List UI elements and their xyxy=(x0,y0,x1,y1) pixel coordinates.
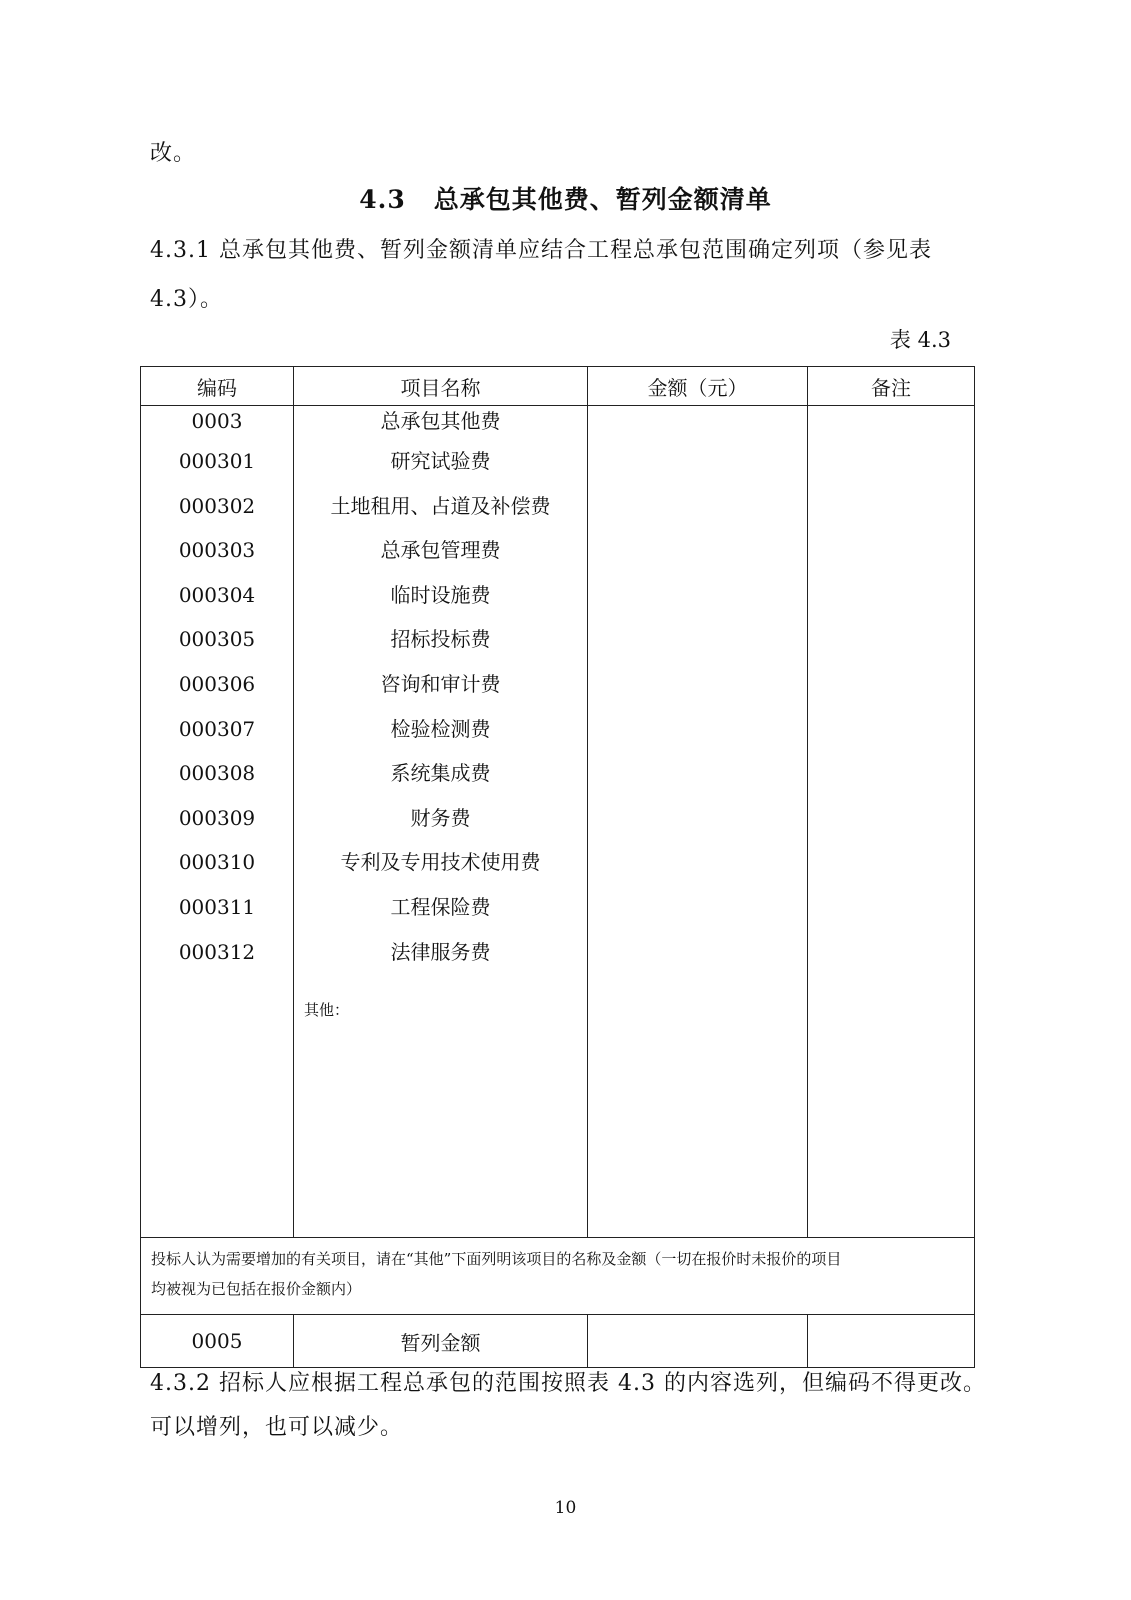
note-row xyxy=(141,1238,975,1315)
row-item-name: 研究试验费 xyxy=(390,449,491,473)
note-line-1: 投标人认为需要增加的有关项目，请在“其他”下面列明该项目的名称及金额（一切在报价时未报价的项目 xyxy=(151,1250,842,1268)
remarks-column-cell xyxy=(808,406,975,1238)
row-item-name: 临时设施费 xyxy=(390,582,491,607)
table-header-row xyxy=(141,367,975,406)
code-column-cell xyxy=(141,406,294,1238)
header-amount: 金额（元） xyxy=(588,367,808,406)
header-item-name: 项目名称 xyxy=(294,367,588,406)
row-item-name: 专利及专用技术使用费 xyxy=(340,850,541,875)
row-code: 000302 xyxy=(178,493,256,518)
row-item-name: 总承包管理费 xyxy=(380,538,501,563)
row-code: 0003 xyxy=(191,409,243,433)
page-number: 10 xyxy=(554,1498,577,1518)
clause-4-3-2-line-2: 可以增列，也可以减少。 xyxy=(150,1415,404,1440)
row-code: 000309 xyxy=(178,805,256,830)
provisional-sum-code: 0005 xyxy=(141,1315,294,1368)
item-name-column-cell xyxy=(294,406,588,1238)
row-code: 000303 xyxy=(178,538,256,563)
section-heading xyxy=(0,180,1131,216)
clause-4-3-1-line-2: 4.3）。 xyxy=(150,287,223,312)
row-code: 000307 xyxy=(178,716,256,741)
row-item-name: 工程保险费 xyxy=(390,894,491,919)
clause-4-3-1-line-1: 4.3.1 总承包其他费、暂列金额清单应结合工程总承包范围确定列项（参见表 xyxy=(150,238,932,263)
row-item-name: 法律服务费 xyxy=(390,939,491,964)
row-code: 000304 xyxy=(178,582,256,607)
note-line-2: 均被视为已包括在报价金额内） xyxy=(151,1280,362,1298)
row-code: 000308 xyxy=(178,761,256,786)
row-item-name: 系统集成费 xyxy=(390,761,491,786)
header-remarks: 备注 xyxy=(808,367,975,406)
table-caption: 表 4.3 xyxy=(889,328,951,352)
row-code: 000311 xyxy=(178,894,256,919)
provisional-sum-amount xyxy=(588,1315,808,1368)
previous-paragraph-tail: 改。 xyxy=(150,141,197,166)
row-code: 000301 xyxy=(178,449,256,473)
row-item-name: 财务费 xyxy=(410,805,471,830)
provisional-sum-name: 暂列金额 xyxy=(294,1315,588,1368)
row-item-name: 检验检测费 xyxy=(390,716,491,741)
clause-4-3-2-line-1: 4.3.2 招标人应根据工程总承包的范围按照表 4.3 的内容选列，但编码不得更改。 xyxy=(150,1371,986,1396)
row-item-name: 总承包其他费 xyxy=(380,409,501,433)
header-code: 编码 xyxy=(141,367,294,406)
section-title: 总承包其他费、暂列金额清单 xyxy=(433,185,772,214)
row-code: 000310 xyxy=(178,850,256,875)
row-item-name: 咨询和审计费 xyxy=(380,671,501,696)
row-item-name: 土地租用、占道及补偿费 xyxy=(330,493,551,518)
table-body-row xyxy=(141,406,975,1238)
provisional-sum-row xyxy=(141,1315,975,1368)
amount-column-cell xyxy=(588,406,808,1238)
provisional-sum-remarks xyxy=(808,1315,975,1368)
row-item-name: 招标投标费 xyxy=(390,627,491,652)
row-code: 000312 xyxy=(178,939,256,964)
row-code: 000306 xyxy=(178,671,256,696)
other-items-label: 其他： xyxy=(304,1001,350,1020)
section-number: 4.3 xyxy=(359,185,406,214)
note-cell xyxy=(141,1238,975,1315)
row-code: 000305 xyxy=(178,627,256,652)
fee-list-table xyxy=(140,366,975,1368)
